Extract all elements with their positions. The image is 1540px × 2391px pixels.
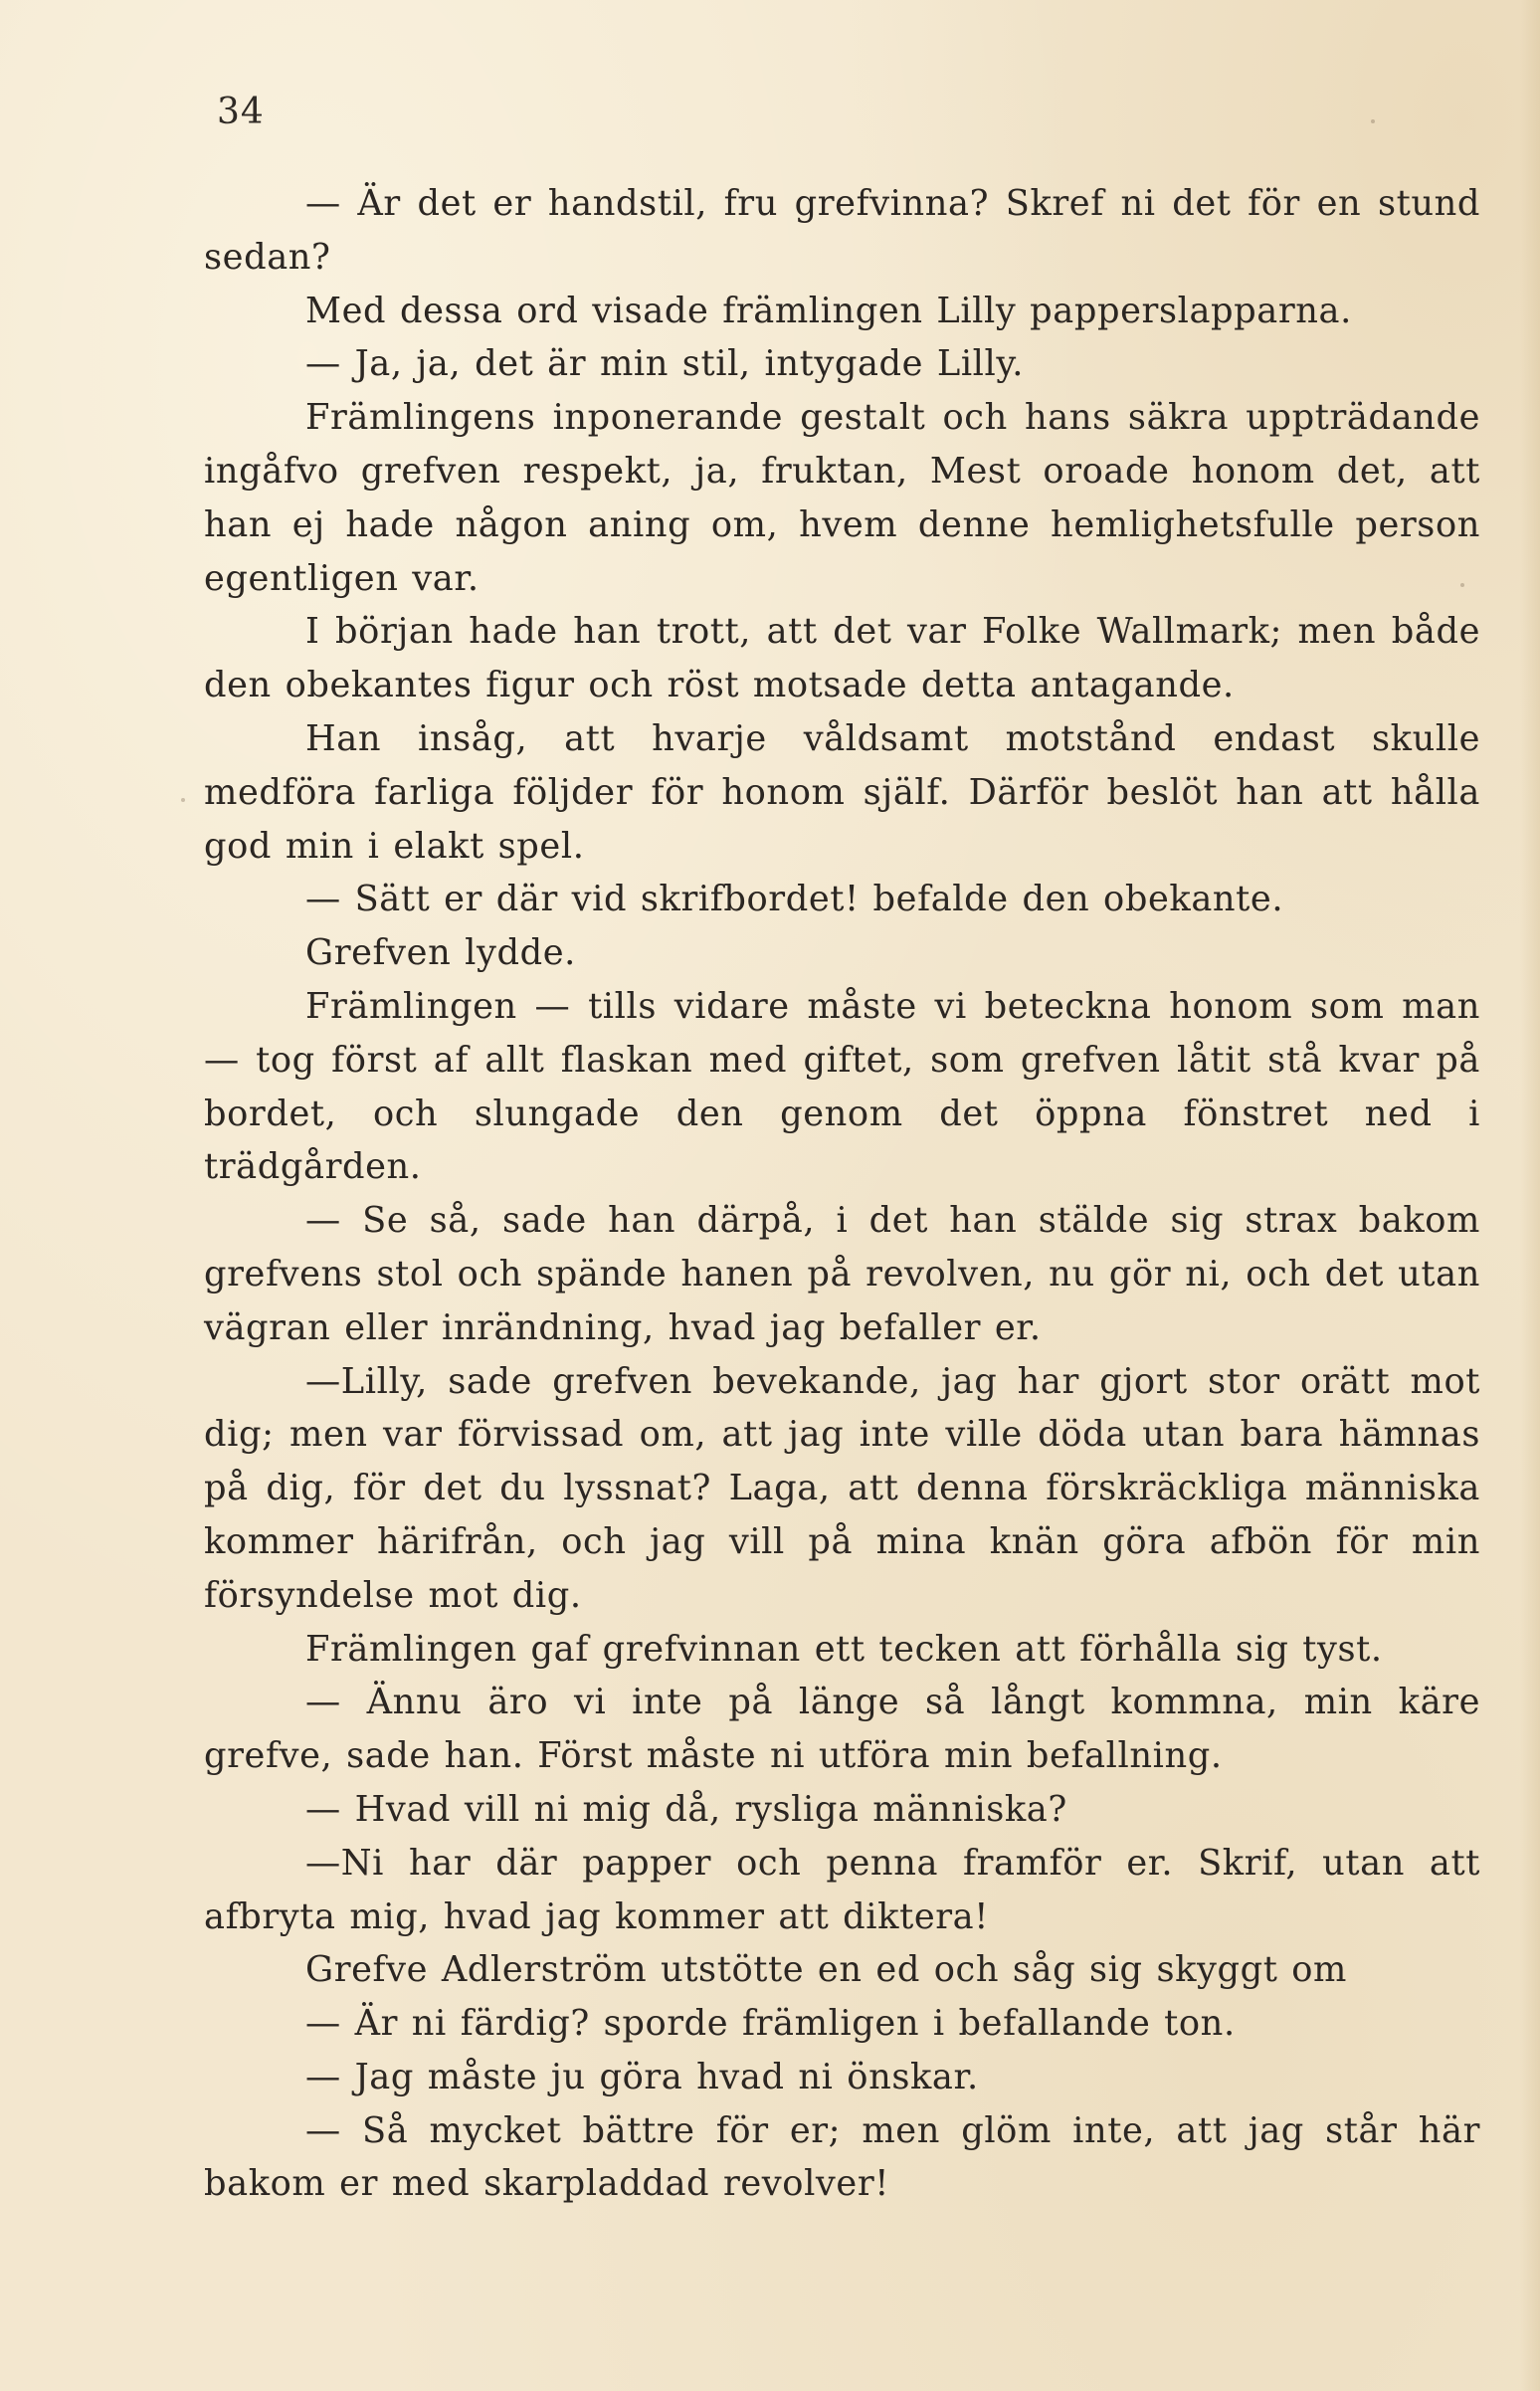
paragraph: Främlingen gaf grefvinnan ett tecken att förhålla sig tyst. [305, 1628, 1383, 1670]
paragraph: Grefve Adlerström utstötte en ed och såg sig skyggt om [305, 1949, 1348, 1991]
page-number: 34 [217, 92, 265, 132]
page-edge-shadow [1520, 0, 1540, 2391]
paragraph: Han insåg, att hvarje våldsamt motstånd endast skulle medföra farliga följder för honom själf. Därför beslöt han att hålla god min i elakt spel. [204, 717, 1480, 867]
paper-speck [1460, 583, 1464, 587]
paragraph: Främlingens inponerande gestalt och hans säkra uppträdande ingåfvo grefven respekt, ja, fruktan, Mest oroade honom det, att han ej hade någon aning om, hvem denne hemlighetsfulle person egentligen var. [204, 397, 1480, 599]
paragraph: — Hvad vill ni mig då, rysliga människa? [305, 1788, 1067, 1830]
paragraph: — Är ni färdig? sporde främligen i befallande ton. [305, 2003, 1236, 2045]
paragraph: — Jag måste ju göra hvad ni önskar. [305, 2056, 979, 2097]
paragraph: — Sätt er där vid skrifbordet! befalde den obekante. [305, 879, 1284, 920]
paragraph: Med dessa ord visade främlingen Lilly papperslapparna. [305, 290, 1352, 331]
paragraph: —Lilly, sade grefven bevekande, jag har gjort stor orätt mot dig; men var förvissad om, att jag inte ville döda utan bara hämnas på dig, för det du lyssnat? Laga, att denna förskräckliga människa kommer härifrån, och jag vill på mina knän göra afbön för min försyndelse mot dig. [204, 1360, 1480, 1616]
paragraph: Främlingen — tills vidare måste vi beteckna honom som man — tog först af allt flaskan med giftet, som grefven låtit stå kvar på bordet, och slungade den genom det öppna fönstret ned i trädgården. [204, 985, 1480, 1188]
paragraph: — Se så, sade han därpå, i det han stälde sig strax bakom grefvens stol och spände hanen på revolven, nu gör ni, och det utan vägran eller inrändning, hvad jag befaller er. [204, 1200, 1480, 1348]
paragraph: I början hade han trott, att det var Folke Wallmark; men både den obekantes figur och röst motsade detta antagande. [204, 611, 1480, 706]
paragraph: — Är det er handstil, fru grefvinna? Skref ni det för en stund sedan? [204, 183, 1480, 278]
paragraph: — Så mycket bättre för er; men glöm inte, att jag står här bakom er med skarpladdad revolver! [204, 2109, 1480, 2205]
paragraph: — Ännu äro vi inte på länge så långt kommna, min käre grefve, sade han. Först måste ni utföra min befallning. [204, 1682, 1480, 1777]
paper-speck [1371, 119, 1375, 123]
paper-speck [181, 798, 185, 802]
paragraph: — Ja, ja, det är min stil, intygade Lilly. [305, 343, 1024, 385]
body-text [204, 177, 1480, 2211]
paragraph: —Ni har där papper och penna framför er. Skrif, utan att afbryta mig, hvad jag kommer att diktera! [204, 1842, 1480, 1937]
paragraph: Grefven lydde. [305, 932, 576, 974]
